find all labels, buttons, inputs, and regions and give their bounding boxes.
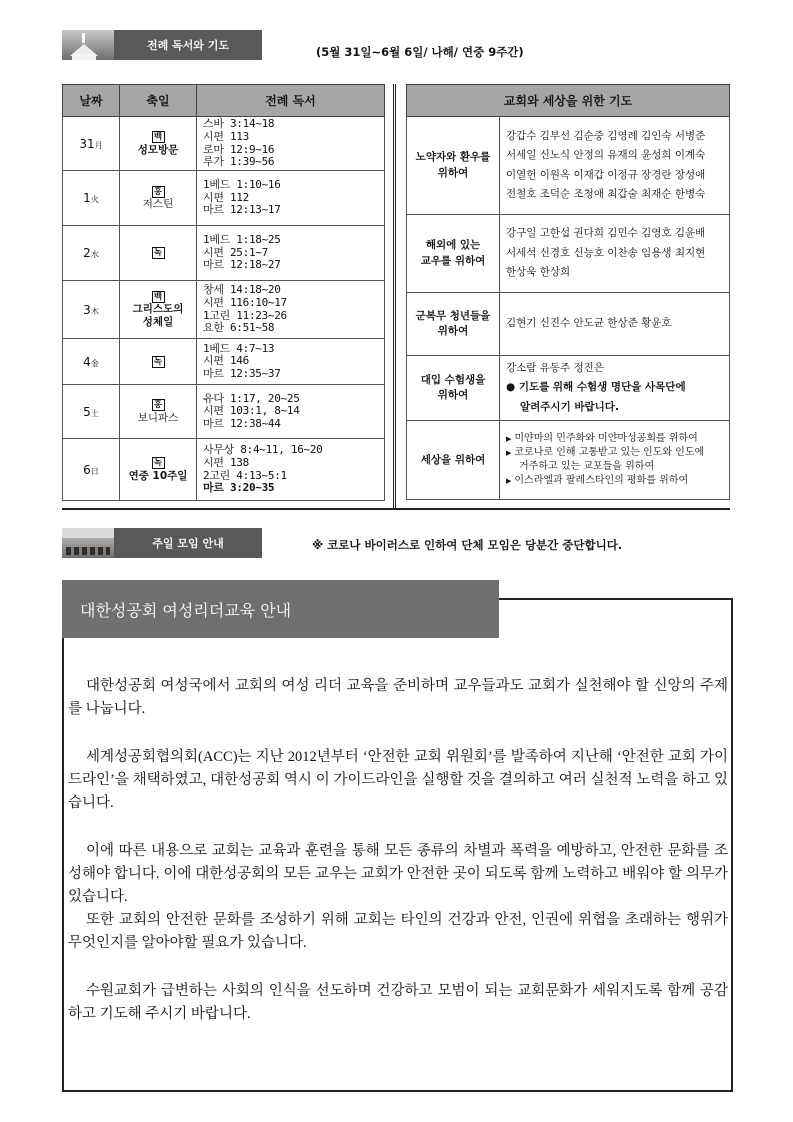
feast-cell [120,171,197,226]
feast-cell [120,339,197,385]
prayer-names-cell [500,215,730,293]
reading-line: 1고린 11:23~26 [203,308,287,322]
feast-cell [120,117,197,171]
reading-line: 시편 116:10~17 [203,295,287,309]
day-of-week: 木 [90,306,99,316]
liturgy-row [63,226,385,281]
liturgical-color-icon: 녹 [152,457,165,469]
feast-name: 그리스도의 [132,302,184,315]
name-line: 이열헌 이원옥 이재갑 이정규 장경란 장성애 [506,168,706,181]
prayer-table [406,84,730,500]
reading-line: 1베드 1:18~25 [203,233,281,247]
church-thumbnail [62,30,114,60]
prayer-bullet-item [506,460,723,474]
sunday-section-label: 주일 모임 안내 [114,528,262,558]
triangle-bullet-icon: ▶ [506,477,512,486]
day-number: 1 [83,191,91,205]
name-line: 한상욱 한상희 [506,266,571,279]
feast-cell [120,226,197,281]
bullet-text: 이스라엘과 팔레스타인의 평화를 위하여 [514,475,689,487]
col-header-readings: 전례 독서 [197,85,385,117]
day-of-week: 火 [90,195,99,204]
readings-cell [197,117,385,171]
reading-line: 요한 6:51~58 [203,321,275,335]
day-of-week: 土 [90,408,99,418]
reading-line: 사무상 8:4~11, 16~20 [203,443,323,457]
prayer-bullet-item [506,446,723,460]
bullet-text: 거주하고 있는 교포들을 위하여 [519,461,655,473]
name-line: 강구일 고한섭 권다희 김민수 김영호 김윤배 [506,227,706,240]
feast-name: 연중 10주일 [128,469,188,482]
liturgy-row [63,385,385,439]
liturgical-color-icon: 녹 [152,247,165,259]
day-of-week: 日 [90,466,99,476]
prayer-bullet-item [506,432,723,446]
sunday-section-header [62,528,262,558]
gathering-thumbnail [62,528,114,558]
reading-line: 마르 3:20~35 [203,481,275,495]
reading-line: 시편 112 [203,190,249,204]
prayer-row [407,215,730,293]
prayer-topic: 교우를 위하여 [420,254,486,267]
liturgy-table [62,84,385,501]
day-of-week: 金 [90,358,99,368]
reading-line: 시편 138 [203,455,249,469]
prayer-topic: 위하여 [437,389,469,402]
column-divider [393,84,396,508]
feast-name: 성체일 [142,316,174,329]
liturgy-row [63,281,385,339]
prayer-row [407,356,730,421]
liturgy-section-header [62,30,262,60]
date-cell [63,117,120,171]
name-line: 서세일 신노식 안정의 유재의 윤성희 이계숙 [506,149,706,162]
prayer-row [407,293,730,356]
prayer-table-header: 교회와 세상을 위한 기도 [407,85,730,117]
prayer-names-cell [500,117,730,215]
date-cell [63,226,120,281]
article-paragraph: 세계성공회협의회(ACC)는 지난 2012년부터 ‘안전한 교회 위원회’를 발족하여 지난해 ‘안전한 교회 가이드라인’을 채택하였고, 대한성공회 역시 이 가이드라인을 실행할 것을 결의하고 여러 실천적 노력을 하고 있습니다. [68,749,728,811]
article-paragraph: 수원교회가 급변하는 사회의 인식을 선도하며 건강하고 모범이 되는 교회문화가 세워지도록 함께 공감하고 기도해 주시기 바랍니다. [68,983,728,1022]
prayer-names-cell [500,293,730,356]
readings-cell [197,171,385,226]
readings-cell [197,339,385,385]
reading-line: 2고린 4:13~5:1 [203,468,287,482]
article-paragraph: 또한 교회의 안전한 문화를 조성하기 위해 교회는 타인의 건강과 안전, 인권에 위협을 초래하는 행위가 무엇인지를 알아야할 필요가 있습니다. [68,912,728,951]
liturgical-color-icon: 백 [152,131,165,143]
day-number: 6 [83,462,91,477]
prayer-topic: 노약자와 환우를 [415,151,491,164]
liturgy-row [63,439,385,501]
feast-cell [120,385,197,439]
readings-cell [197,385,385,439]
day-number: 3 [83,302,91,317]
reading-line: 시편 113 [203,129,249,143]
liturgy-section-label: 전례 독서와 기도 [114,30,262,60]
liturgical-color-icon: 홍 [152,399,165,411]
prayer-bullet-item [506,474,723,488]
day-of-week: 水 [90,250,99,259]
date-cell [63,171,120,226]
article-paragraph: 이에 따른 내용으로 교회는 교육과 훈련을 통해 모든 종류의 차별과 폭력을 예방하고, 안전한 문화를 조성해야 합니다. 이에 대한성공회의 모든 교우는 교회가 안전한 곳이 되도록 함께 노력하고 배워야 할 의무가 있습니다. [68,843,728,905]
prayer-topic-cell [407,421,500,500]
feast-cell [120,439,197,501]
reading-line: 스바 3:14~18 [203,117,275,131]
day-of-week: 月 [94,140,103,150]
notice-line: ● 기도를 위해 수험생 명단을 사목단에 [506,381,686,394]
name-line: 서세석 신경호 신능호 이찬송 임용생 최지현 [506,246,706,259]
name-line: 강갑수 김부선 김순중 김영례 김인숙 서병준 [506,129,706,142]
triangle-bullet-icon: ▶ [506,435,512,444]
prayer-topic: 위하여 [437,166,469,179]
reading-line: 시편 146 [203,354,249,368]
reading-line: 로마 12:9~16 [203,142,275,156]
liturgical-color-icon: 백 [152,291,165,303]
notice-line: 알려주시기 바랍니다. [520,400,619,413]
day-number: 4 [83,354,91,369]
prayer-topic-cell [407,215,500,293]
reading-line: 창세 14:18~20 [203,283,281,297]
prayer-topic: 대입 수험생을 [420,373,486,386]
name-line: 강소람 유동주 정진은 [506,362,604,374]
date-cell [63,281,120,339]
prayer-topic: 세상을 위하여 [420,453,486,466]
feast-name: 보니파스 [137,411,179,424]
reading-line: 유다 1:17, 20~25 [203,391,300,405]
col-header-feast: 축일 [120,85,197,117]
prayer-topic: 해외에 있는 [425,239,481,252]
reading-line: 시편 25:1~7 [203,245,268,259]
readings-cell [197,439,385,501]
readings-cell [197,281,385,339]
liturgy-row [63,339,385,385]
readings-cell [197,226,385,281]
article-title: 대한성공회 여성리더교육 안내 [62,580,499,638]
liturgical-color-icon: 홍 [152,186,165,198]
article-paragraph: 대한성공회 여성국에서 교회의 여성 리더 교육을 준비하며 교우들과도 교회가 실천해야 할 신앙의 주제를 나눕니다. [68,678,728,717]
col-header-date: 날짜 [63,85,120,117]
bullet-text: 미얀마의 민주화와 미얀마성공회를 위하여 [514,433,698,445]
name-line: 김현기 신진수 안도균 한상준 황윤호 [506,317,672,330]
bullet-text: 코로나로 인해 고통받고 있는 인도와 인도에 [514,447,705,459]
triangle-bullet-icon: ▶ [506,449,512,458]
prayer-topic: 군복무 청년들을 [415,309,491,322]
day-number: 5 [83,404,91,419]
reading-line: 시편 103:1, 8~14 [203,404,300,418]
liturgical-color-icon: 녹 [152,356,165,368]
reading-line: 루가 1:39~56 [203,155,275,169]
liturgy-row [63,117,385,171]
prayer-topic-cell [407,356,500,421]
reading-line: 마르 12:35~37 [203,366,281,380]
liturgy-row [63,171,385,226]
prayer-row [407,421,730,500]
day-number: 31 [79,136,95,151]
prayer-topic-cell [407,117,500,215]
prayer-names-cell [500,356,730,421]
article-body [68,675,728,1026]
date-cell [63,385,120,439]
feast-name: 성모방문 [137,143,179,156]
tables-bottom-rule [62,508,730,510]
covid-notice: ※ 코로나 바이러스로 인하여 단체 모임은 당분간 중단합니다. [312,538,623,552]
prayer-names-cell [500,421,730,500]
date-cell [63,339,120,385]
prayer-topic: 위하여 [437,325,469,337]
prayer-topic-cell [407,293,500,356]
feast-cell [120,281,197,339]
reading-line: 마르 12:13~17 [203,203,281,217]
reading-line: 마르 12:38~44 [203,416,281,430]
reading-line: 마르 12:18~27 [203,258,281,272]
date-cell [63,439,120,501]
feast-name: 저스틴 [142,198,174,210]
reading-line: 1베드 1:10~16 [203,178,281,192]
date-range: (5월 31일~6월 6일/ 나해/ 연중 9주간) [316,45,524,59]
day-number: 2 [83,246,91,260]
reading-line: 1베드 4:7~13 [203,341,275,355]
name-line: 전철호 조덕순 조청애 최갑술 최재순 한병숙 [506,187,706,200]
prayer-row [407,117,730,215]
